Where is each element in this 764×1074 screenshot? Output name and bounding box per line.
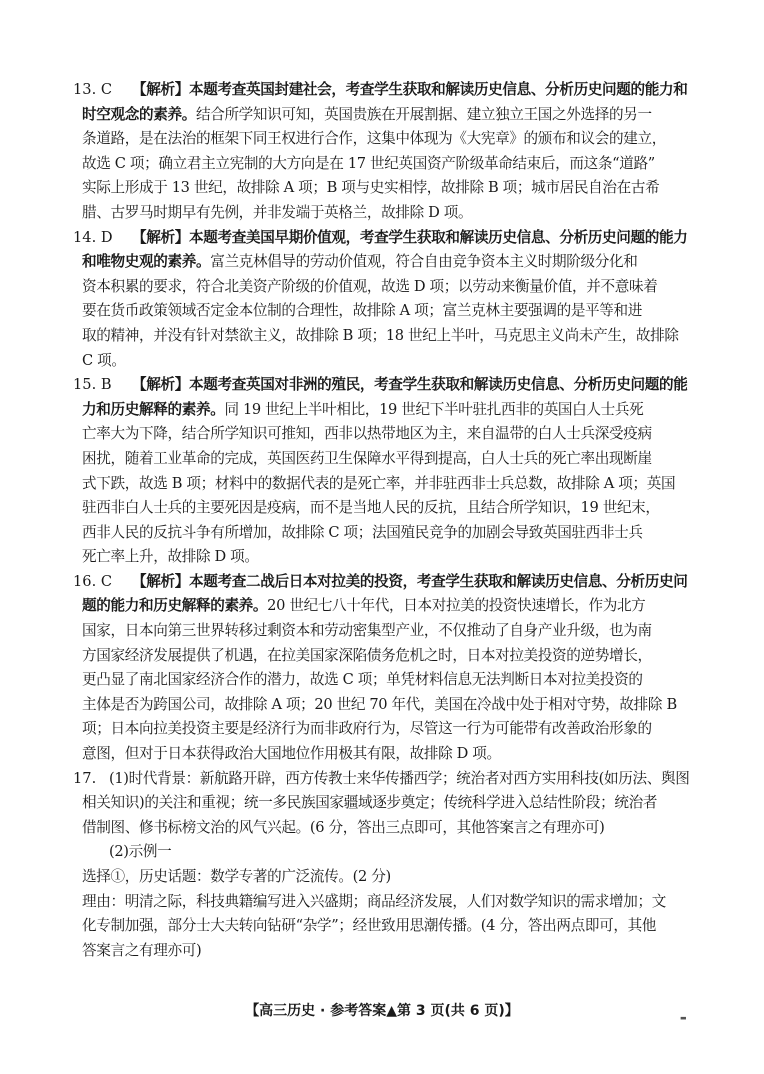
answer-heading-cont: 力和历史解释的素养。 — [82, 400, 225, 418]
answer-text-line: 结合所学知识可知，英国贵族在开展割据、建立独立王国之外选择的另一 — [195, 105, 652, 123]
answer-text-line: 取的精神，并没有针对禁欲主义，故排除 B 项；18 世纪上半叶，马克思主义尚未产生，故排除 — [82, 326, 679, 344]
answer-text-line: 20 世纪七八十年代，日本对拉美的投资快速增长，作为北方 — [267, 597, 646, 615]
answer-14 — [73, 226, 698, 374]
answer-text-line: 方国家经济发展提供了机遇，在拉美国家深陷债务危机之时，日本对拉美投资的逆势增长， — [82, 646, 652, 664]
answer-number: 15. B — [73, 376, 112, 394]
answer-text-line: 要在货币政策领域否定金本位制的合理性，故排除 A 项；富兰克林主要强调的是平等和进 — [82, 302, 643, 320]
answer-15 — [73, 373, 698, 570]
answer-content — [73, 78, 698, 963]
answer-text-line: 驻西非白人士兵的主要死因是疫病，而不是当地人民的反抗，且结合所学知识，19 世纪末， — [82, 499, 660, 517]
answer-heading: 本题考查英国封建社会，考查学生获取和解读历史信息、分析历史问题的能力和 — [188, 81, 688, 98]
example-label: (2)示例一 — [109, 843, 172, 861]
answer-text-line: 困扰，随着工业革命的完成，英国医药卫生保障水平得到提高，白人士兵的死亡率出现断崖 — [82, 449, 652, 467]
answer-text-line: C 项。 — [82, 351, 126, 369]
answer-text-line: 式下跌，故选 B 项；材料中的数据代表的是死亡率，并非驻西非士兵总数，故排除 A 项；英国 — [82, 474, 676, 492]
reason-line: 化专制加强，部分士大夫转向钻研“杂学”；经世致用思潮传播。(4 分，答出两点即可，其他 — [82, 917, 657, 935]
corner-mark: ▬ — [680, 1014, 687, 1022]
answer-text-line: 意图，但对于日本获得政治大国地位作用极其有限，故排除 D 项。 — [82, 745, 501, 763]
answer-heading-cont: 时空观念的素养。 — [82, 105, 196, 123]
choice-line: 选择①，历史话题：数学专著的广泛流传。(2 分) — [82, 868, 391, 885]
answer-text-line: 更凸显了南北国家经济合作的潜力，故选 C 项；单凭材料信息无法判断日本对拉美投资的 — [82, 671, 643, 689]
answer-number: 17. — [73, 769, 97, 787]
answer-text-line: 条道路，是在法治的框架下同王权进行合作，这集中体现为《大宪章》的颁布和议会的建立， — [82, 130, 666, 148]
answer-text-line: 富兰克林倡导的劳动价值观，符合自由竞争资本主义时期阶级分化和 — [210, 253, 638, 271]
answer-text-line: 腊、古罗马时期早有先例，并非发端于英格兰，故排除 D 项。 — [82, 203, 473, 221]
answer-heading-cont: 题的能力和历史解释的素养。 — [82, 597, 268, 615]
answer-number: 16. C — [73, 572, 113, 590]
answer-text-line: 死亡率上升，故排除 D 项。 — [82, 548, 259, 566]
answer-text-line: 借制图、修书标榜文治的风气兴起。(6 分，答出三点即可，其他答案言之有理亦可) — [82, 818, 605, 836]
answer-heading: 本题考查英国对非洲的殖民，考查学生获取和解读历史信息、分析历史问题的能 — [188, 376, 688, 394]
answer-17 — [73, 767, 698, 964]
answer-16 — [73, 570, 698, 767]
answer-number: 14. D — [73, 228, 113, 246]
answer-text-line: 实际上形成于 13 世纪，故排除 A 项；B 项与史实相悖，故排除 B 项；城市居民自治在古希 — [82, 179, 660, 197]
answer-text-line: 资本积累的要求，符合北美资产阶级的价值观，故选 D 项；以劳动来衡量价值，并不意味着 — [82, 277, 658, 295]
answer-13 — [73, 78, 698, 226]
page-footer: 【高三历史 · 参考答案▲第 3 页(共 6 页)】 — [245, 1003, 519, 1019]
analysis-tag: 【解析】 — [132, 81, 189, 98]
analysis-tag: 【解析】 — [132, 228, 189, 246]
answer-text-line: (1)时代背景：新航路开辟，西方传教士来华传播西学；统治者对西方实用科技(如历法、舆图 — [109, 769, 690, 787]
answer-text-line: 相关知识)的关注和重视；统一多民族国家疆域逐步奠定；传统科学进入总结性阶段；统治者 — [82, 794, 658, 812]
answer-text-line: 国家，日本向第三世界转移过剩资本和劳动密集型产业，不仅推动了自身产业升级，也为南 — [82, 622, 652, 640]
reason-line: 理由：明清之际，科技典籍编写进入兴盛期；商品经济发展，人们对数学知识的需求增加；文 — [82, 892, 666, 910]
analysis-tag: 【解析】 — [132, 376, 189, 394]
answer-heading: 本题考查二战后日本对拉美的投资，考查学生获取和解读历史信息、分析历史问 — [188, 572, 688, 590]
answer-text-line: 项；日本向拉美投资主要是经济行为而非政府行为，尽管这一行为可能带有改善政治形象的 — [82, 720, 652, 738]
answer-text-line: 亡率大为下降，结合所学知识可推知，西非以热带地区为主，来自温带的白人士兵深受疫病 — [82, 425, 652, 443]
analysis-tag: 【解析】 — [132, 572, 189, 590]
answer-text-line: 同 19 世纪上半叶相比，19 世纪下半叶驻扎西非的英国白人士兵死 — [224, 400, 644, 418]
reason-line: 答案言之有理亦可) — [82, 941, 202, 959]
answer-heading: 本题考查美国早期价值观，考查学生获取和解读历史信息、分析历史问题的能力 — [188, 228, 688, 246]
answer-number: 13. C — [73, 81, 113, 98]
answer-heading-cont: 和唯物史观的素养。 — [82, 253, 211, 271]
answer-text-line: 故选 C 项；确立君主立宪制的大方向是在 17 世纪英国资产阶级革命结束后，而这条“道路” — [82, 154, 655, 172]
answer-text-line: 主体是否为跨国公司，故排除 A 项；20 世纪 70 年代，美国在冷战中处于相对守势，故排除 B — [82, 695, 677, 713]
answer-text-line: 西非人民的反抗斗争有所增加，故排除 C 项；法国殖民竞争的加剧会导致英国驻西非士兵 — [82, 523, 643, 541]
